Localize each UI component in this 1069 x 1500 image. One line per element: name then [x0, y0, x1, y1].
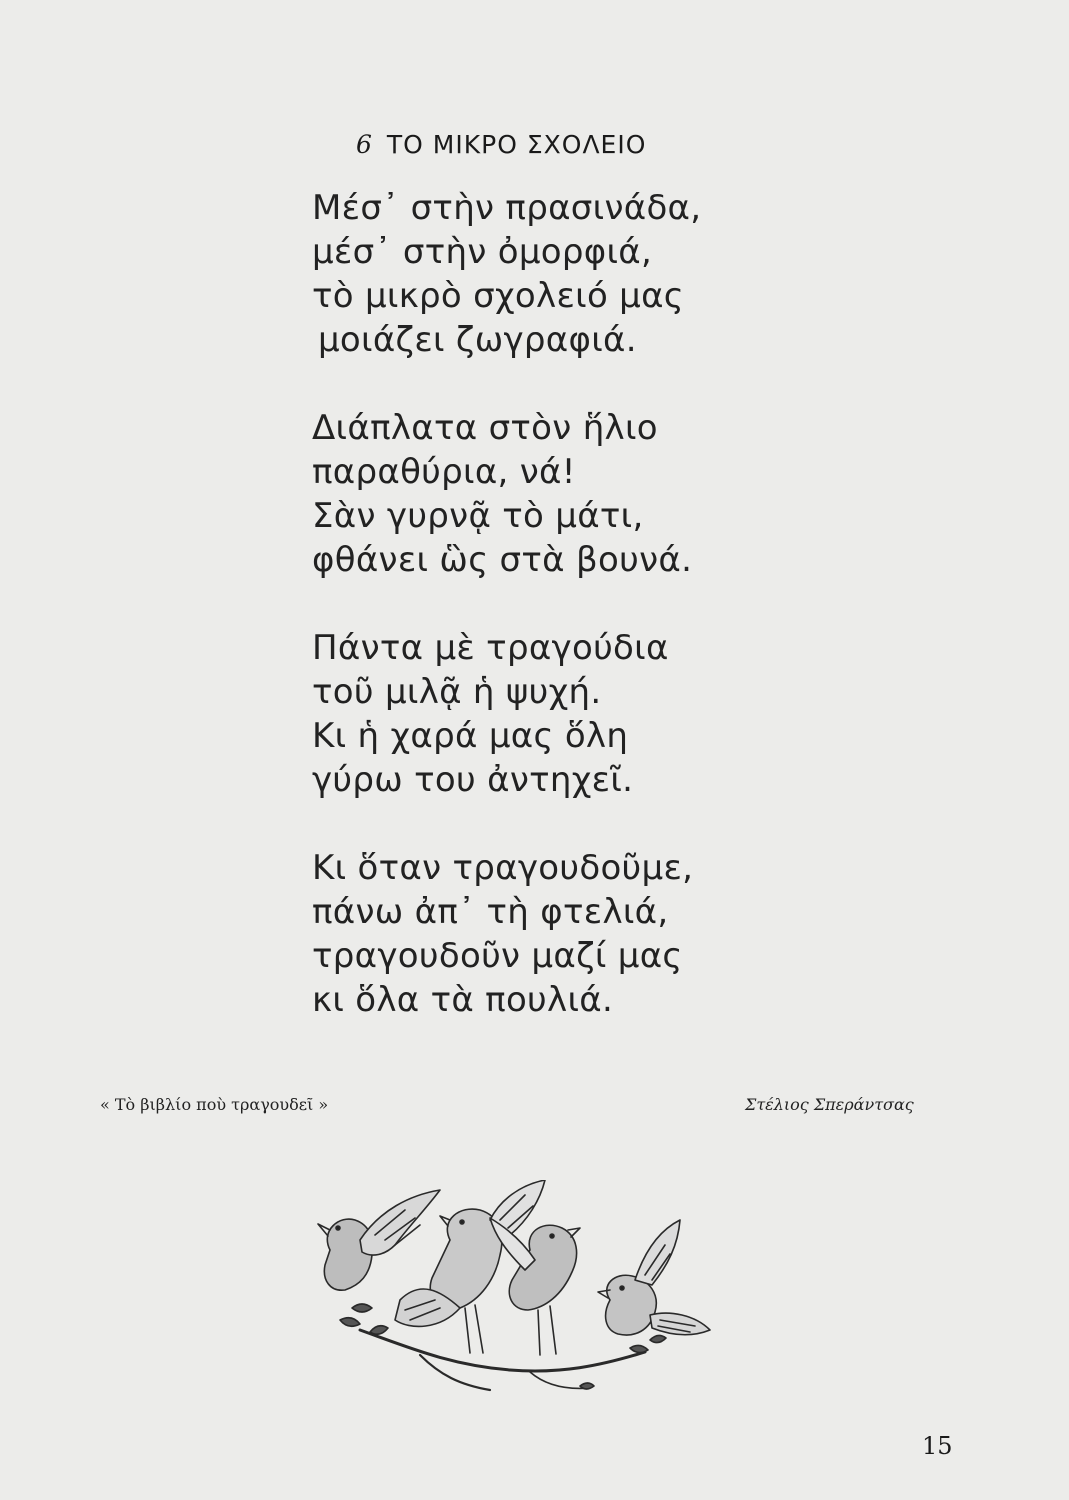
poem-line: Κι ἡ χαρά μας ὅλη — [312, 716, 629, 756]
poem-line: Μέσ᾽ στὴν πρασινάδα, — [312, 188, 702, 228]
poem-line: Σὰν γυρνᾷ τὸ μάτι, — [312, 496, 644, 536]
poem-line: τὸ μικρὸ σχολειό μας — [312, 276, 685, 316]
poem-line: φθάνει ὣς στὰ βουνά. — [312, 540, 693, 580]
poem-line: τοῦ μιλᾷ ἡ ψυχή. — [312, 672, 602, 712]
poem-body — [312, 186, 701, 1066]
stanza — [312, 406, 701, 582]
poem-line: Πάντα μὲ τραγούδια — [312, 628, 669, 668]
poem-title: ΤΟ ΜΙΚΡΟ ΣΧΟΛΕΙΟ — [386, 130, 647, 159]
doves-on-branch-icon — [300, 1180, 720, 1405]
poem-line: Κι ὅταν τραγουδοῦμε, — [312, 848, 694, 888]
poem-line: παραθύρια, νά! — [312, 452, 576, 492]
author-name: Στέλιος Σπεράντσας — [745, 1095, 914, 1114]
poem-line: μέσ᾽ στὴν ὀμορφιά, — [312, 232, 653, 272]
book-source: « Τὸ βιβλίο ποὺ τραγουδεῖ » — [100, 1095, 329, 1114]
poem-line: πάνω ἀπ᾽ τὴ φτελιά, — [312, 892, 669, 932]
page-number: 15 — [922, 1432, 953, 1460]
poem-number: 6 — [356, 130, 373, 159]
poem-line: γύρω του ἀντηχεῖ. — [312, 760, 634, 800]
poem-line: Διάπλατα στὸν ἥλιο — [312, 408, 658, 448]
page-title — [356, 130, 646, 159]
stanza — [312, 846, 701, 1022]
poem-line: κι ὅλα τὰ πουλιά. — [312, 980, 614, 1020]
stanza — [312, 186, 701, 362]
poem-line: μοιάζει ζωγραφιά. — [318, 320, 637, 360]
stanza — [312, 626, 701, 802]
poem-line: τραγουδοῦν μαζί μας — [312, 936, 683, 976]
